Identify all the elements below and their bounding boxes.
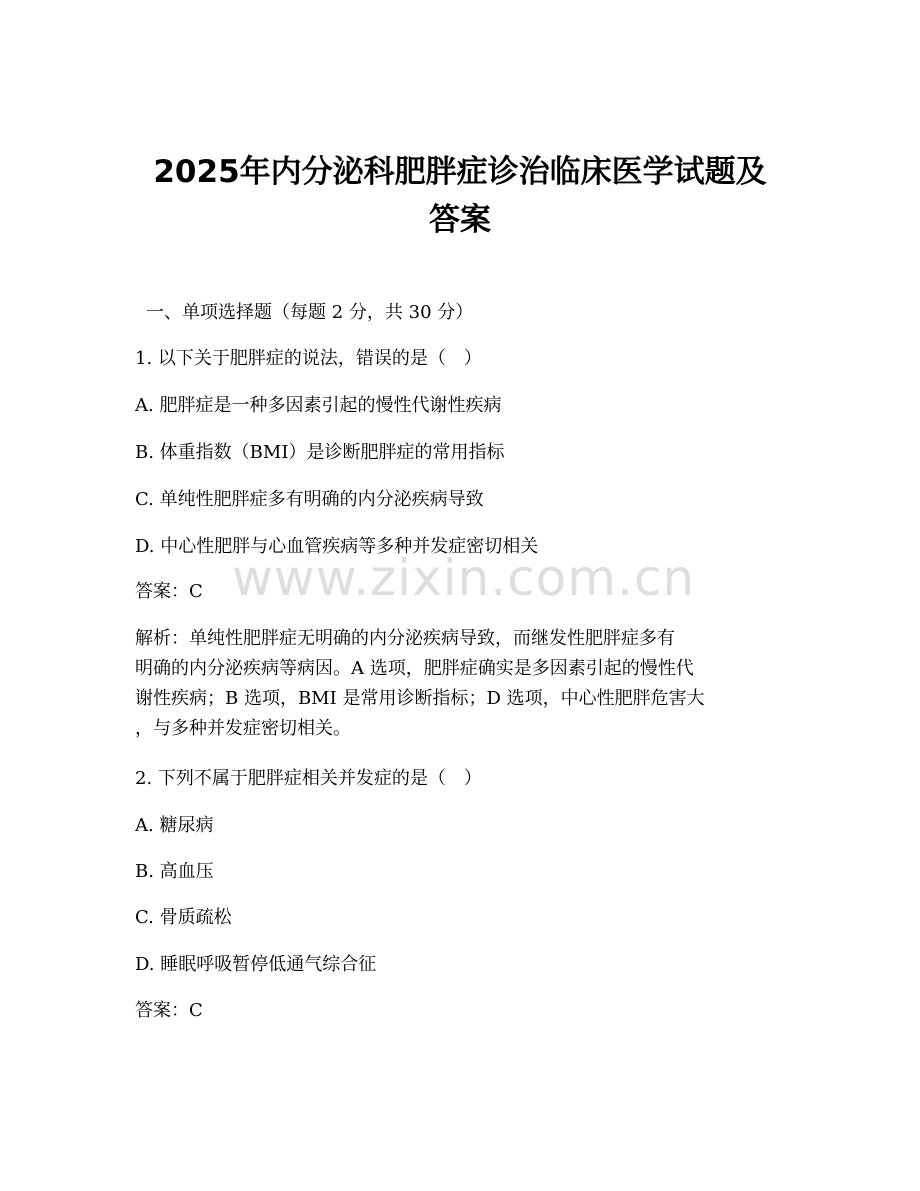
question-2-answer: 答案：C xyxy=(135,1000,203,1021)
watermark: www.zixin.com.cn xyxy=(232,549,696,607)
question-1-answer: 答案：C xyxy=(135,581,203,602)
question-2-option-a: A. 糖尿病 xyxy=(135,815,214,836)
question-2-option-b: B. 高血压 xyxy=(135,861,214,882)
question-1-option-c: C. 单纯性肥胖症多有明确的内分泌疾病导致 xyxy=(135,489,484,510)
question-1-explanation xyxy=(135,624,775,744)
question-1-option-b: B. 体重指数（BMI）是诊断肥胖症的常用指标 xyxy=(135,442,505,463)
explanation-line: 解析：单纯性肥胖症无明确的内分泌疾病导致，而继发性肥胖症多有 xyxy=(135,628,675,649)
question-2-option-d: D. 睡眠呼吸暂停低通气综合征 xyxy=(135,954,377,975)
question-1-stem: 1. 以下关于肥胖症的说法，错误的是（ ） xyxy=(135,348,482,369)
question-2-stem: 2. 下列不属于肥胖症相关并发症的是（ ） xyxy=(135,768,482,789)
explanation-line: 谢性疾病；B 选项，BMI 是常用诊断指标；D 选项，中心性肥胖危害大 xyxy=(135,688,705,709)
document-title xyxy=(100,148,820,244)
explanation-line: 明确的内分泌疾病等病因。A 选项，肥胖症确实是多因素引起的慢性代 xyxy=(135,658,694,679)
question-1-option-a: A. 肥胖症是一种多因素引起的慢性代谢性疾病 xyxy=(135,395,502,416)
section-heading: 一、单项选择题（每题 2 分，共 30 分） xyxy=(146,302,474,323)
question-2-option-c: C. 骨质疏松 xyxy=(135,907,232,928)
explanation-line: ，与多种并发症密切相关。 xyxy=(135,718,351,739)
title-line-2: 答案 xyxy=(429,202,491,238)
title-line-1: 2025年内分泌科肥胖症诊治临床医学试题及 xyxy=(153,154,767,190)
question-1-option-d: D. 中心性肥胖与心血管疾病等多种并发症密切相关 xyxy=(135,536,539,557)
